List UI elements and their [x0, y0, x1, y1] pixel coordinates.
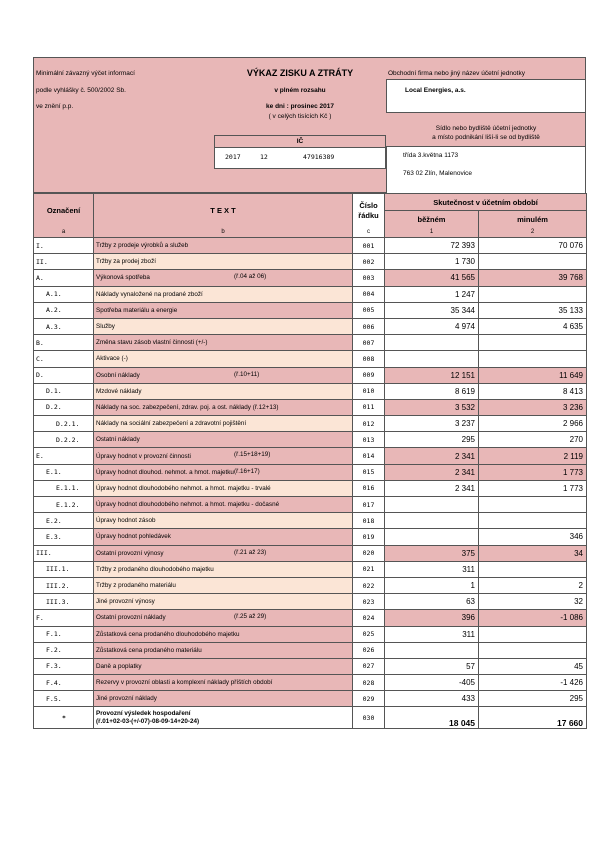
row-code: III. — [34, 545, 94, 561]
ic-box — [214, 135, 386, 169]
row-text-label: Osobní náklady — [96, 371, 140, 379]
previous-period-value — [479, 351, 587, 367]
previous-period-value: 3 236 — [479, 399, 587, 415]
row-number: 030 — [353, 707, 385, 729]
table-row — [34, 464, 587, 480]
row-text — [94, 383, 353, 399]
table-row — [34, 302, 587, 318]
ic-value: 47916389 — [303, 153, 335, 161]
table-row — [34, 675, 587, 691]
current-period-value: 57 — [385, 658, 479, 674]
previous-period-value — [479, 335, 587, 351]
row-code: III.3. — [34, 594, 94, 610]
row-text — [94, 529, 353, 545]
row-text-label: Náklady na soc. zabezpečení, zdrav. poj. a ost. náklady (ř.12+13) — [96, 403, 279, 411]
seat-label-1: Sídlo nebo bydliště účetní jednotky — [435, 125, 537, 132]
current-period-value: 35 344 — [385, 302, 479, 318]
row-text — [94, 707, 353, 729]
row-code: F. — [34, 610, 94, 626]
current-period-header: běžném — [385, 211, 479, 228]
previous-period-value — [479, 626, 587, 642]
row-text-label: Úpravy hodnot zásob — [96, 517, 156, 525]
row-formula: (ř.16+17) — [234, 467, 260, 475]
current-period-value: 3 532 — [385, 399, 479, 415]
row-text-label: Zůstatková cena prodaného dlouhodobého majetku — [96, 630, 240, 638]
current-period-value: 295 — [385, 432, 479, 448]
row-code: E.1.2. — [34, 497, 94, 513]
current-period-value: 311 — [385, 561, 479, 577]
row-text — [94, 545, 353, 561]
row-text-label: Jiné provozní výnosy — [96, 598, 155, 606]
previous-period-value — [479, 254, 587, 270]
table-row — [34, 707, 587, 729]
row-code: E.1. — [34, 464, 94, 480]
row-number: 025 — [353, 626, 385, 642]
row-code: D.2. — [34, 399, 94, 415]
previous-period-value: 295 — [479, 691, 587, 707]
table-row — [34, 642, 587, 658]
current-period-value: 8 619 — [385, 383, 479, 399]
table-row — [34, 399, 587, 415]
row-number: 016 — [353, 480, 385, 496]
row-code: F.5. — [34, 691, 94, 707]
table-row — [34, 577, 587, 593]
previous-period-value: -1 426 — [479, 675, 587, 691]
row-text — [94, 367, 353, 383]
row-code: C. — [34, 351, 94, 367]
current-period-value: 1 — [385, 577, 479, 593]
col-b-header: T E X T — [94, 194, 353, 228]
row-text — [94, 399, 353, 415]
col-2-index: 2 — [479, 228, 587, 238]
row-number: 029 — [353, 691, 385, 707]
current-period-value: 2 341 — [385, 448, 479, 464]
table-index-row — [34, 228, 587, 238]
row-number: 022 — [353, 577, 385, 593]
row-text-label: Služby — [96, 323, 115, 331]
previous-period-value — [479, 642, 587, 658]
row-number: 009 — [353, 367, 385, 383]
row-text-label: Tržby z prodaného materiálu — [96, 582, 176, 590]
row-formula: (ř.04 až 06) — [234, 273, 267, 281]
table-row — [34, 238, 587, 254]
col-a-index: a — [34, 228, 94, 238]
row-text-label: Úpravy hodnot dlouhodobého nehmot. a hmot. majetku - dočasné — [96, 501, 280, 509]
address-box — [386, 146, 586, 193]
row-number: 011 — [353, 399, 385, 415]
address-city: 763 02 Zlín, Malenovice — [403, 170, 473, 177]
row-text-label: Náklady na sociální zabezpečení a zdravotní pojištění — [96, 420, 247, 428]
regulation-line-3: ve znění p.p. — [36, 103, 74, 110]
previous-period-value: 1 773 — [479, 464, 587, 480]
row-formula: (ř.15+18+19) — [234, 451, 271, 459]
row-formula: (ř.25 až 29) — [234, 613, 267, 621]
row-code: F.3. — [34, 658, 94, 674]
row-text — [94, 626, 353, 642]
report-title: VÝKAZ ZISKU A ZTRÁTY — [246, 68, 354, 78]
table-row — [34, 286, 587, 302]
previous-period-value — [479, 286, 587, 302]
row-number: 003 — [353, 270, 385, 286]
table-row — [34, 416, 587, 432]
row-number: 019 — [353, 529, 385, 545]
row-text-label: Úpravy hodnot pohledávek — [96, 533, 171, 541]
row-text — [94, 254, 353, 270]
report-subtitle: v plném rozsahu — [274, 87, 326, 94]
row-text-label: Spotřeba materiálu a energie — [96, 306, 178, 314]
row-code: III.2. — [34, 577, 94, 593]
row-code: A.3. — [34, 318, 94, 334]
company-box — [386, 79, 586, 113]
previous-period-value: 45 — [479, 658, 587, 674]
row-formula-total: (ř.01+02-03-(+/-07)-08-09-14+20-24) — [96, 717, 200, 725]
company-label: Obchodní firma nebo jiný název účetní jednotky — [388, 70, 525, 77]
row-text — [94, 577, 353, 593]
table-row — [34, 497, 587, 513]
current-period-value: 3 237 — [385, 416, 479, 432]
col-c-index: c — [353, 228, 385, 238]
report-date: ke dni : prosinec 2017 — [266, 103, 334, 110]
row-text-label: Ostatní provozní výnosy — [96, 549, 164, 557]
row-code: D.2.2. — [34, 432, 94, 448]
table-row — [34, 626, 587, 642]
current-period-value: 2 341 — [385, 480, 479, 496]
row-text-label: Aktivace (-) — [96, 355, 128, 363]
row-code: E. — [34, 448, 94, 464]
income-statement-table — [33, 193, 587, 729]
row-text — [94, 351, 353, 367]
row-formula: (ř.10+11) — [234, 370, 260, 378]
previous-period-value: 270 — [479, 432, 587, 448]
row-text — [94, 497, 353, 513]
table-row — [34, 561, 587, 577]
row-text-label: Jiné provozní náklady — [96, 695, 157, 703]
col-a-header: Označení — [34, 194, 94, 228]
row-code: A.1. — [34, 286, 94, 302]
current-period-value — [385, 513, 479, 529]
row-number: 005 — [353, 302, 385, 318]
row-number: 023 — [353, 594, 385, 610]
previous-period-value: 4 635 — [479, 318, 587, 334]
row-text — [94, 464, 353, 480]
address-street: třída 3.května 1173 — [403, 152, 459, 159]
row-text-label: Výkonová spotřeba — [96, 274, 150, 282]
previous-period-value: 39 768 — [479, 270, 587, 286]
current-period-value — [385, 497, 479, 513]
previous-period-value — [479, 513, 587, 529]
report-units: ( v celých tisících Kč ) — [268, 113, 332, 120]
row-number: 028 — [353, 675, 385, 691]
row-number: 018 — [353, 513, 385, 529]
row-text-label: Mzdové náklady — [96, 387, 142, 395]
row-text-label: Rezervy v provozní oblasti a komplexní náklady příštích období — [96, 679, 273, 687]
row-text-label: Daně a poplatky — [96, 662, 142, 670]
regulation-line-2: podle vyhlášky č. 500/2002 Sb. — [36, 87, 126, 94]
previous-period-value: 17 660 — [479, 707, 587, 729]
row-number: 007 — [353, 335, 385, 351]
row-number: 021 — [353, 561, 385, 577]
row-code: III.1. — [34, 561, 94, 577]
current-period-value — [385, 642, 479, 658]
table-header-row — [34, 194, 587, 211]
current-period-value: 63 — [385, 594, 479, 610]
current-period-value: 2 341 — [385, 464, 479, 480]
row-text — [94, 513, 353, 529]
table-row — [34, 691, 587, 707]
table-row — [34, 432, 587, 448]
company-name: Local Energies, a.s. — [405, 87, 466, 94]
ic-year: 2017 — [225, 153, 241, 161]
row-code: F.4. — [34, 675, 94, 691]
row-text — [94, 238, 353, 254]
row-number: 001 — [353, 238, 385, 254]
row-code: B. — [34, 335, 94, 351]
current-period-value — [385, 335, 479, 351]
row-number: 006 — [353, 318, 385, 334]
previous-period-value: 1 773 — [479, 480, 587, 496]
row-text — [94, 480, 353, 496]
previous-period-value: 35 133 — [479, 302, 587, 318]
row-text-label: Ostatní náklady — [96, 436, 140, 444]
ic-month: 12 — [260, 153, 268, 161]
previous-period-value: 70 076 — [479, 238, 587, 254]
table-row — [34, 254, 587, 270]
previous-period-value: 8 413 — [479, 383, 587, 399]
row-code: D. — [34, 367, 94, 383]
row-number: 027 — [353, 658, 385, 674]
current-period-value: 396 — [385, 610, 479, 626]
previous-period-value — [479, 497, 587, 513]
row-text — [94, 675, 353, 691]
row-text-label: Náklady vynaložené na prodané zboží — [96, 290, 203, 298]
table-row — [34, 480, 587, 496]
row-number: 015 — [353, 464, 385, 480]
table-row — [34, 351, 587, 367]
row-number: 014 — [353, 448, 385, 464]
row-text-label: Úpravy hodnot dlouhodobého nehmot. a hmot. majetku - trvalé — [96, 484, 271, 492]
row-text — [94, 561, 353, 577]
previous-period-header: minulém — [479, 211, 587, 228]
row-text-label: Úpravy hodnot v provozní činnosti — [96, 452, 191, 460]
col-1-index: 1 — [385, 228, 479, 238]
row-text-label: Provozní výsledek hospodaření — [96, 709, 191, 717]
row-text — [94, 270, 353, 286]
table-row — [34, 529, 587, 545]
row-text-label: Ostatní provozní náklady — [96, 614, 166, 622]
row-text — [94, 416, 353, 432]
table-row — [34, 318, 587, 334]
row-code: II. — [34, 254, 94, 270]
seat-label-2: a místo podnikání liší-li se od bydliště — [432, 134, 540, 141]
table-row — [34, 610, 587, 626]
table-row — [34, 513, 587, 529]
row-text-label: Změna stavu zásob vlastní činnosti (+/-) — [96, 339, 208, 347]
row-text — [94, 302, 353, 318]
row-number: 002 — [353, 254, 385, 270]
row-code: E.2. — [34, 513, 94, 529]
table-row — [34, 594, 587, 610]
current-period-value: -405 — [385, 675, 479, 691]
current-period-value: 41 565 — [385, 270, 479, 286]
current-period-value: 12 151 — [385, 367, 479, 383]
previous-period-value: -1 086 — [479, 610, 587, 626]
previous-period-value: 34 — [479, 545, 587, 561]
previous-period-value: 346 — [479, 529, 587, 545]
current-period-value: 1 247 — [385, 286, 479, 302]
previous-period-value: 32 — [479, 594, 587, 610]
current-period-value: 433 — [385, 691, 479, 707]
previous-period-value: 2 966 — [479, 416, 587, 432]
row-code: * — [34, 707, 94, 729]
table-row — [34, 658, 587, 674]
table-row — [34, 335, 587, 351]
row-text — [94, 432, 353, 448]
current-period-value: 1 730 — [385, 254, 479, 270]
current-period-value: 72 393 — [385, 238, 479, 254]
regulation-line-1: Minimální závazný výčet informací — [36, 70, 135, 77]
row-number: 012 — [353, 416, 385, 432]
previous-period-value: 2 119 — [479, 448, 587, 464]
row-text — [94, 594, 353, 610]
table-row — [34, 383, 587, 399]
current-period-value: 375 — [385, 545, 479, 561]
row-number: 004 — [353, 286, 385, 302]
report-header — [33, 57, 586, 193]
row-text-label: Tržby z prodaného dlouhodobého majetku — [96, 565, 214, 573]
current-period-value — [385, 351, 479, 367]
row-code: D.1. — [34, 383, 94, 399]
row-text-label: Tržby z prodeje výrobků a služeb — [96, 242, 189, 250]
row-text — [94, 335, 353, 351]
current-period-value: 18 045 — [385, 707, 479, 729]
row-code: E.1.1. — [34, 480, 94, 496]
col-c-header: Číslo řádku — [353, 194, 385, 228]
row-code: F.1. — [34, 626, 94, 642]
row-number: 026 — [353, 642, 385, 658]
row-code: I. — [34, 238, 94, 254]
table-row — [34, 270, 587, 286]
row-text — [94, 448, 353, 464]
row-code: F.2. — [34, 642, 94, 658]
table-row — [34, 367, 587, 383]
previous-period-value: 2 — [479, 577, 587, 593]
row-text-label: Zůstatková cena prodaného materiálu — [96, 646, 202, 654]
row-text-label: Tržby za prodej zboží — [96, 258, 156, 266]
row-text — [94, 691, 353, 707]
ic-label: IČ — [215, 136, 385, 148]
row-number: 010 — [353, 383, 385, 399]
previous-period-value — [479, 561, 587, 577]
row-text-label: Úpravy hodnot dlouhod. nehmot. a hmot. majetku — [96, 468, 234, 476]
current-period-value: 4 974 — [385, 318, 479, 334]
current-period-value — [385, 529, 479, 545]
table-row — [34, 545, 587, 561]
row-code: A.2. — [34, 302, 94, 318]
row-number: 020 — [353, 545, 385, 561]
row-formula: (ř.21 až 23) — [234, 548, 267, 556]
table-row — [34, 448, 587, 464]
row-text — [94, 318, 353, 334]
period-header: Skutečnost v účetním období — [385, 194, 587, 211]
row-text — [94, 658, 353, 674]
row-text — [94, 610, 353, 626]
row-code: A. — [34, 270, 94, 286]
row-number: 024 — [353, 610, 385, 626]
row-text — [94, 642, 353, 658]
current-period-value: 311 — [385, 626, 479, 642]
col-b-index: b — [94, 228, 353, 238]
row-number: 008 — [353, 351, 385, 367]
row-number: 013 — [353, 432, 385, 448]
row-text — [94, 286, 353, 302]
row-code: E.3. — [34, 529, 94, 545]
row-number: 017 — [353, 497, 385, 513]
previous-period-value: 11 649 — [479, 367, 587, 383]
row-code: D.2.1. — [34, 416, 94, 432]
